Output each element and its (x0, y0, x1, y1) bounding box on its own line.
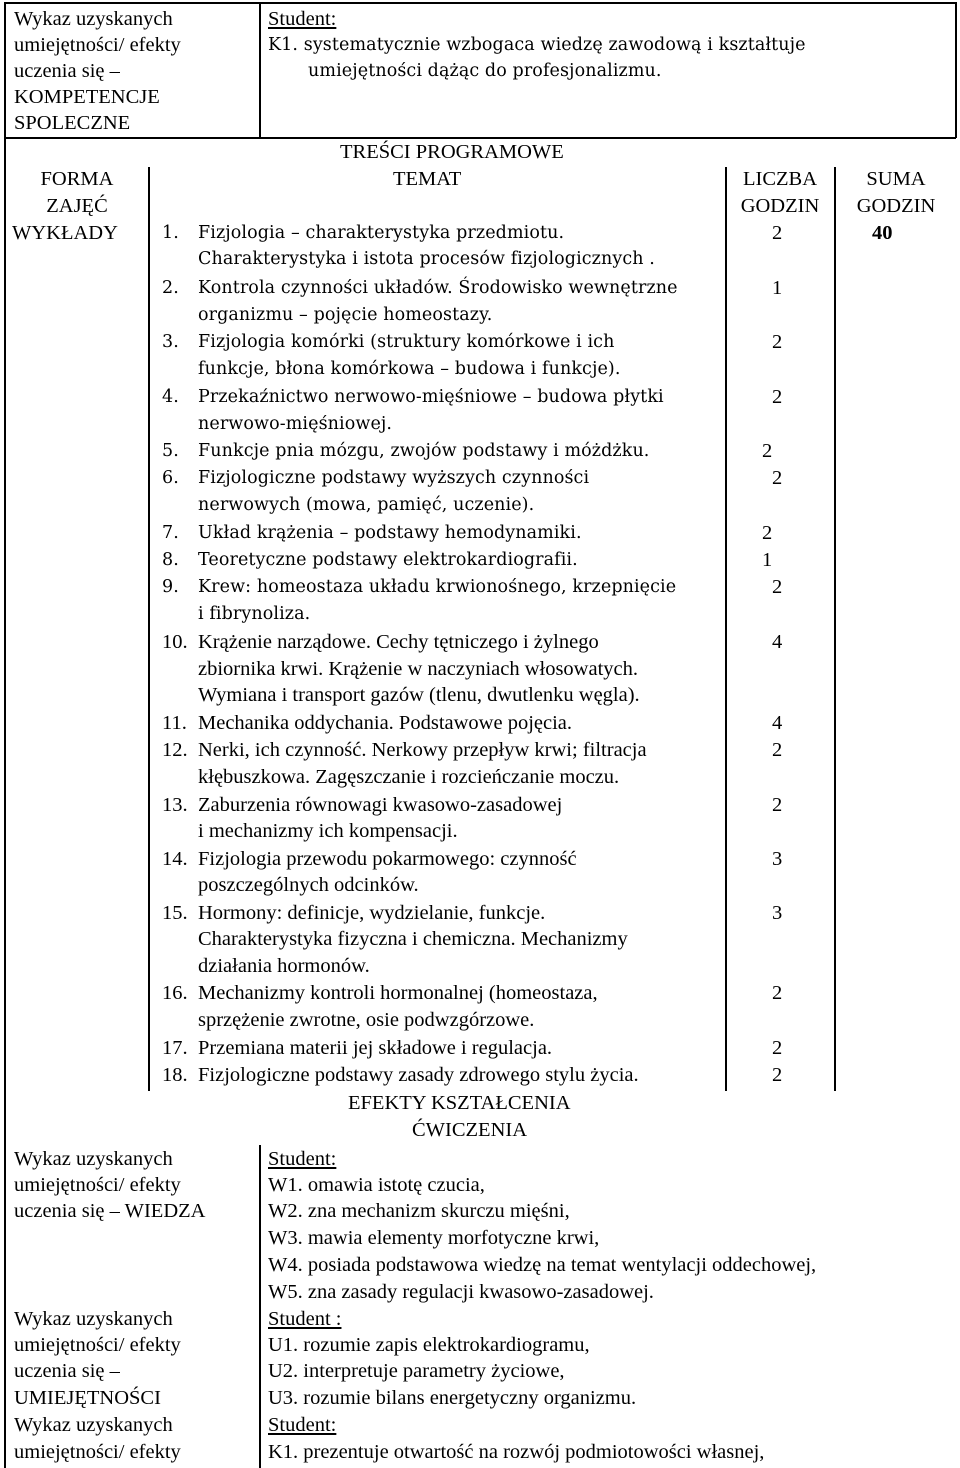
topic-hours: 4 (772, 712, 783, 734)
topic-hours: 2 (772, 739, 783, 761)
topic-line: Fizjologia – charakterystyka przedmiotu. (198, 223, 565, 243)
topic-line: Krew: homeostaza układu krwionośnego, krzepnięcie (198, 577, 677, 597)
topic-hours: 1 (772, 277, 783, 299)
topic-line: Krążenie narządowe. Cechy tętniczego i żylnego (198, 631, 599, 653)
right-border (955, 2, 957, 138)
hours-header: GODZIN (740, 195, 820, 217)
topic-line: poszczególnych odcinków. (198, 874, 419, 896)
student-label: Student: (268, 1414, 337, 1436)
topic-line: Kontrola czynności układów. Środowisko wewnętrzne (198, 278, 678, 298)
topic-hours: 2 (772, 386, 783, 408)
topic-line: Mechanika oddychania. Podstawowe pojęcia. (198, 712, 573, 734)
topic-line: Mechanizmy kontroli hormonalnej (homeostaza, (198, 982, 598, 1004)
label-line: umiejętności/ efekty (14, 1174, 181, 1196)
label-line: SPOLECZNE (14, 112, 131, 134)
topic-line: sprzężenie zwrotne, osie podwzgórzowe. (198, 1009, 535, 1031)
student-label: Student: (268, 1148, 337, 1170)
topic-line: Funkcje pnia mózgu, zwojów podstawy i móżdżku. (198, 441, 650, 461)
topic-hours: 2 (772, 222, 783, 244)
topic-line: Wymiana i transport gazów (tlenu, dwutlenku węgla). (198, 684, 640, 706)
topic-line: Nerki, ich czynność. Nerkowy przepływ krwi; filtracja (198, 739, 647, 761)
label-line: umiejętności/ efekty (14, 1334, 181, 1356)
topic-number: 16. (162, 982, 188, 1004)
topic-number: 11. (162, 712, 187, 734)
effects-title: EFEKTY KSZTAŁCENIA (348, 1092, 571, 1114)
topic-line: i fibrynoliza. (198, 604, 311, 624)
hours-sum-divider (834, 167, 836, 1091)
label-line: umiejętności/ efekty (14, 34, 181, 56)
topic-line: Charakterystyka fizyczna i chemiczna. Mechanizmy (198, 928, 628, 950)
topic-line: Fizjologiczne podstawy wyższych czynności (198, 468, 590, 488)
skill-item: U3. rozumie bilans energetyczny organizmu. (268, 1387, 637, 1409)
left-border (4, 2, 6, 1468)
topic-line: kłębuszkowa. Zagęszczanie i rozcieńczanie moczu. (198, 766, 620, 788)
topic-line: Fizjologia przewodu pokarmowego: czynność (198, 848, 577, 870)
form-column-divider (148, 167, 150, 1091)
topic-hours: 2 (772, 331, 783, 353)
label-line: Wykaz uzyskanych (14, 1414, 173, 1436)
competence-item: K1. prezentuje otwartość na rozwój podmiotowości własnej, (268, 1441, 765, 1463)
topic-line: i mechanizmy ich kompensacji. (198, 820, 458, 842)
label-line: UMIEJĘTNOŚCI (14, 1387, 161, 1409)
knowledge-item: W2. zna mechanizm skurczu mięśni, (268, 1200, 570, 1222)
label-line: uczenia się – WIEDZA (14, 1200, 206, 1222)
topic-hours: 2 (762, 440, 773, 462)
topic-line: nerwowo-mięśniowej. (198, 414, 393, 434)
topic-line: Przekaźnictwo nerwowo-mięśniowe – budowa płytki (198, 387, 664, 407)
knowledge-item: W4. posiada podstawowa wiedzę na temat wentylacji oddechowej, (268, 1254, 817, 1276)
label-line: Wykaz uzyskanych (14, 1148, 173, 1170)
knowledge-item: W1. omawia istotę czucia, (268, 1174, 485, 1196)
knowledge-item: W3. mawia elementy morfotyczne krwi, (268, 1227, 600, 1249)
topic-number: 10. (162, 631, 188, 653)
label-column-divider-bottom (259, 1145, 261, 1468)
topic-line: zbiornika krwi. Krążenie w naczyniach włosowatych. (198, 658, 639, 680)
competence-line: umiejętności dążąc do profesjonalizmu. (308, 61, 662, 81)
label-line: KOMPETENCJE (14, 86, 160, 108)
topic-number: 15. (162, 902, 188, 924)
topic-line: funkcje, błona komórkowa – budowa i funkcje). (198, 359, 621, 379)
topic-hours: 2 (772, 467, 783, 489)
student-label: Student : (268, 1308, 342, 1330)
topic-number: 14. (162, 848, 188, 870)
knowledge-item: W5. zna zasady regulacji kwasowo-zasadowej. (268, 1281, 654, 1303)
topic-header: TEMAT (393, 168, 462, 190)
topic-line: Układ krążenia – podstawy hemodynamiki. (198, 523, 582, 543)
topic-hours: 3 (772, 902, 783, 924)
topic-number: 4. (162, 387, 179, 407)
skill-item: U2. interpretuje parametry życiowe, (268, 1360, 565, 1382)
topic-number: 13. (162, 794, 188, 816)
topic-number: 17. (162, 1037, 188, 1059)
program-title: TREŚCI PROGRAMOWE (340, 141, 564, 163)
topic-number: 18. (162, 1064, 188, 1086)
form-lectures: WYKŁADY (12, 222, 118, 244)
topic-hours: 2 (772, 1037, 783, 1059)
topic-hours: 1 (762, 549, 773, 571)
label-line: uczenia się – (14, 1360, 120, 1382)
sum-header: GODZIN (856, 195, 936, 217)
topic-hours: 2 (772, 794, 783, 816)
topic-line: Charakterystyka i istota procesów fizjologicznych . (198, 249, 655, 269)
topic-number: 2. (162, 278, 179, 298)
label-line: uczenia się – (14, 60, 120, 82)
topic-line: Przemiana materii jej składowe i regulacja. (198, 1037, 553, 1059)
topic-line: Fizjologiczne podstawy zasady zdrowego stylu życia. (198, 1064, 639, 1086)
sum-header: SUMA (866, 168, 926, 190)
effects-subtitle: ĆWICZENIA (412, 1119, 528, 1141)
label-line: umiejętności/ efekty (14, 1441, 181, 1463)
top-border (4, 2, 956, 4)
topic-number: 9. (162, 577, 179, 597)
form-header: ZAJĘĆ (46, 195, 108, 217)
topic-number: 5. (162, 441, 179, 461)
sum-total: 40 (872, 222, 893, 244)
topic-hours: 4 (772, 631, 783, 653)
student-label: Student: (268, 8, 337, 30)
topic-line: Teoretyczne podstawy elektrokardiografii. (198, 550, 578, 570)
topic-number: 3. (162, 332, 179, 352)
skill-item: U1. rozumie zapis elektrokardiogramu, (268, 1334, 590, 1356)
topic-number: 12. (162, 739, 188, 761)
label-line: Wykaz uzyskanych (14, 8, 173, 30)
topic-hours: 2 (762, 522, 773, 544)
topic-line: nerwowych (mowa, pamięć, uczenie). (198, 495, 535, 515)
topic-hours: 3 (772, 848, 783, 870)
label-column-divider-top (259, 2, 261, 138)
topic-number: 1. (162, 223, 179, 243)
topic-hours-divider (725, 167, 727, 1091)
topic-line: Zaburzenia równowagi kwasowo-zasadowej (198, 794, 563, 816)
topic-line: działania hormonów. (198, 955, 370, 977)
label-line: Wykaz uzyskanych (14, 1308, 173, 1330)
topic-line: organizmu – pojęcie homeostazy. (198, 305, 493, 325)
topic-number: 7. (162, 523, 179, 543)
topic-number: 6. (162, 468, 179, 488)
topic-line: Fizjologia komórki (struktury komórkowe i ich (198, 332, 615, 352)
competence-line: K1. systematycznie wzbogaca wiedzę zawodową i kształtuje (268, 35, 806, 55)
topic-line: Hormony: definicje, wydzielanie, funkcje. (198, 902, 546, 924)
form-header: FORMA (40, 168, 114, 190)
hours-header: LICZBA (742, 168, 818, 190)
topic-hours: 2 (772, 1064, 783, 1086)
topic-hours: 2 (772, 576, 783, 598)
topic-hours: 2 (772, 982, 783, 1004)
topic-number: 8. (162, 550, 179, 570)
